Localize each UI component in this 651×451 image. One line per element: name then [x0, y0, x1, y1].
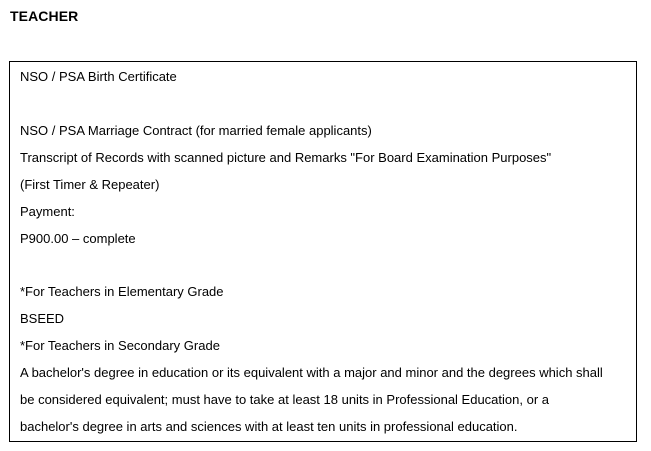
- elementary-grade-note: *For Teachers in Elementary Grade: [20, 284, 224, 299]
- elementary-degree: BSEED: [20, 311, 65, 326]
- secondary-requirement-line-2: be considered equivalent; must have to take at least 18 units in Professional Education, or a: [20, 392, 549, 407]
- requirement-transcript: Transcript of Records with scanned picture and Remarks "For Board Examination Purposes": [20, 150, 552, 165]
- requirement-marriage-contract: NSO / PSA Marriage Contract (for married female applicants): [20, 123, 372, 138]
- payment-amount: P900.00 – complete: [20, 231, 136, 246]
- secondary-requirement-line-3: bachelor's degree in arts and sciences with at least ten units in professional education.: [20, 419, 518, 434]
- requirement-timer-note: (First Timer & Repeater): [20, 177, 160, 192]
- section-heading: TEACHER: [10, 8, 79, 24]
- requirement-birth-certificate: NSO / PSA Birth Certificate: [20, 69, 177, 84]
- secondary-grade-note: *For Teachers in Secondary Grade: [20, 338, 220, 353]
- secondary-requirement-line-1: A bachelor's degree in education or its equivalent with a major and minor and the degrees which shall: [20, 365, 603, 380]
- payment-label: Payment:: [20, 204, 75, 219]
- requirements-box: [9, 61, 637, 442]
